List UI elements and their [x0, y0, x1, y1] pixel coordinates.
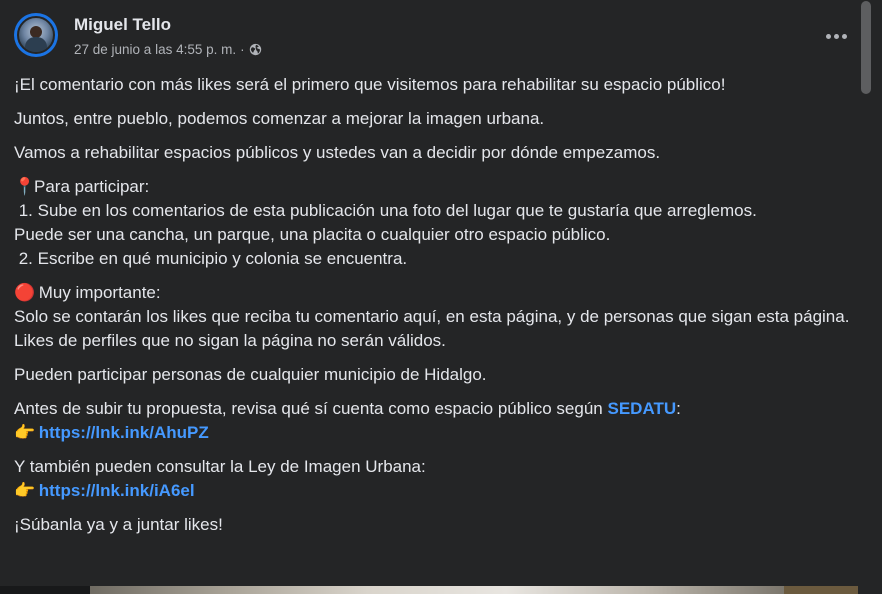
important-heading: Muy importante: [34, 283, 161, 302]
review-colon: : [676, 399, 681, 418]
important-note-1: Solo se contarán los likes que reciba tu comentario aquí, en esta página, y de personas que sigan esta página. [14, 307, 850, 326]
step-2: 2. Escribe en qué municipio y colonia se encuentra. [14, 249, 408, 268]
avatar-image [17, 16, 55, 54]
pushpin-icon: 📍 [14, 177, 36, 196]
participate-heading: Para participar: [34, 177, 150, 196]
author-name[interactable]: Miguel Tello [74, 15, 171, 34]
law-text: Y también pueden consultar la Ley de Imagen Urbana: [14, 457, 426, 476]
link-ia6el[interactable]: https://lnk.ink/iA6el [38, 481, 195, 500]
review-section [14, 397, 856, 445]
globe-icon[interactable] [249, 43, 262, 56]
post-paragraph: Pueden participar personas de cualquier municipio de Hidalgo. [14, 365, 487, 384]
step-1-detail: Puede ser una cancha, un parque, una placita o cualquier otro espacio público. [14, 225, 611, 244]
red-circle-icon: 🔴 [14, 283, 36, 302]
sedatu-link[interactable]: SEDATU [607, 399, 677, 418]
more-horizontal-icon [826, 34, 831, 39]
post-image-edge-left [0, 586, 90, 594]
law-section [14, 455, 856, 503]
post-paragraph: ¡El comentario con más likes será el primero que visitemos para rehabilitar su espacio público! [14, 75, 726, 94]
post-paragraph: Vamos a rehabilitar espacios públicos y ustedes van a decidir por dónde empezamos. [14, 143, 661, 162]
post-content [14, 73, 856, 547]
post-image[interactable] [90, 586, 784, 594]
link-ahupz[interactable]: https://lnk.ink/AhuPZ [38, 423, 209, 442]
post-meta [74, 42, 262, 57]
review-text: Antes de subir tu propuesta, revisa qué sí cuenta como espacio público según [14, 399, 608, 418]
pointing-hand-icon: 👉 [14, 481, 36, 500]
important-note-2: Likes de perfiles que no sigan la página no serán válidos. [14, 331, 446, 350]
important-section [14, 281, 856, 353]
post-image-edge-right [784, 586, 858, 594]
meta-separator: · [240, 42, 245, 57]
more-options-button[interactable] [818, 20, 854, 52]
author-avatar[interactable] [14, 13, 58, 57]
participate-section [14, 175, 856, 271]
closing-paragraph: ¡Súbanla ya y a juntar likes! [14, 515, 223, 534]
step-1: 1. Sube en los comentarios de esta publicación una foto del lugar que te gustaría que arreglemos. [14, 201, 757, 220]
scrollbar-thumb[interactable] [861, 1, 871, 94]
post-paragraph: Juntos, entre pueblo, podemos comenzar a mejorar la imagen urbana. [14, 109, 545, 128]
pointing-hand-icon: 👉 [14, 423, 36, 442]
post-timestamp[interactable]: 27 de junio a las 4:55 p. m. [74, 42, 237, 57]
